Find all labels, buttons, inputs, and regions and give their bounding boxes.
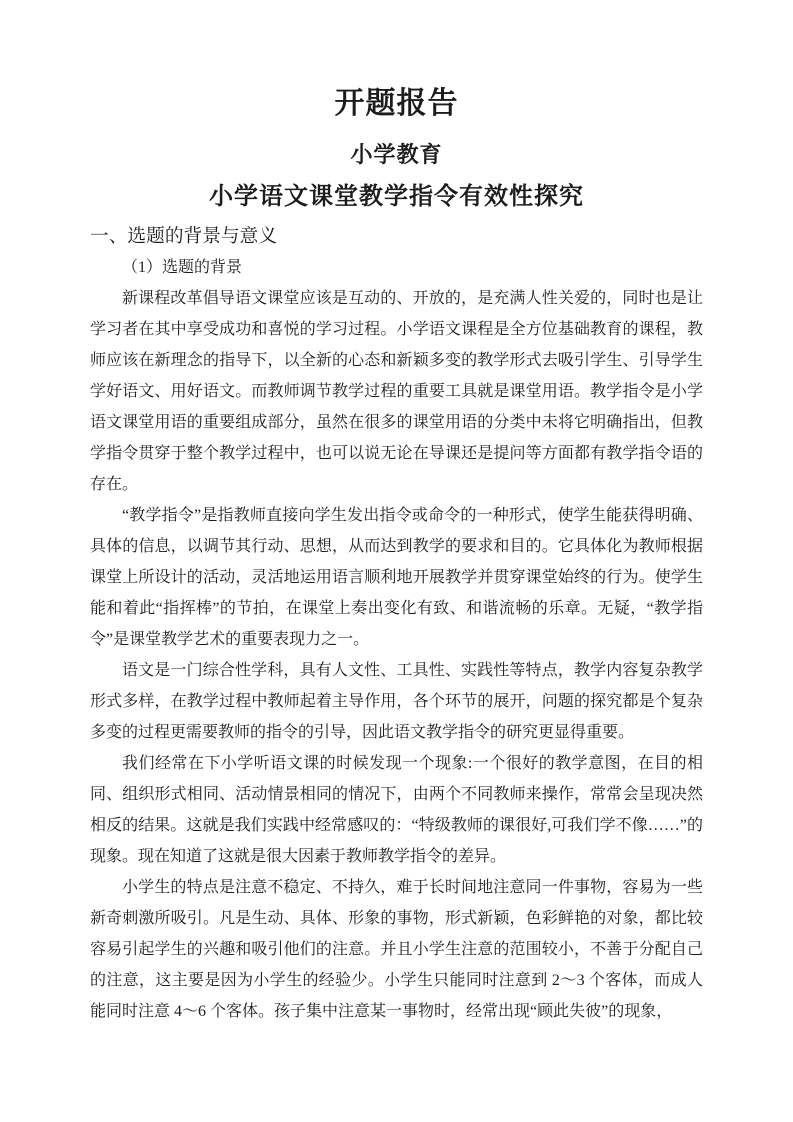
major-subtitle: 小学教育: [350, 142, 443, 167]
paragraph-teaching-instruction-definition: “教学指令”是指教师直接向学生发出指令或命令的一种形式，使学生能获得明确、具体的信息，以调节其行动、思想，从而达到教学的要求和目的。它具体化为教师根据课堂上所设计的活动，灵活地运用语言顺利地开展教学并贯穿课堂始终的行为。使学生能和着此“指挥棒”的节拍，在课堂上奏出变化有致、和谐流畅的乐章。无疑，“教学指令”是课堂教学艺术的重要表现力之一。: [90, 507, 703, 648]
thesis-title: 小学语文课堂教学指令有效性探究: [209, 184, 584, 210]
page-title: 开题报告: [334, 87, 459, 120]
paragraph-chinese-subject-nature: 语文是一门综合性学科，具有人文性、工具性、实践性等特点，教学内容复杂教学形式多样，在教学过程中教师起着主导作用，各个环节的展开，问题的探究都是个复杂多变的过程更需要教师的指令的引导，因此语文教学指令的研究更显得重要。: [90, 662, 703, 741]
paragraph-classroom-observation: 我们经常在下小学听语文课的时候发现一个现象:一个很好的教学意图，在目的相同、组织形式相同、活动情景相同的情况下，由两个不同教师来操作，常常会呈现决然相反的结果。这就是我们实践中经常感叹的：“特级教师的课很好,可我们学不像……”的现象。现在知道了这就是很大因素于教师教学指令的差异。: [90, 755, 703, 865]
section-heading: 一、选题的背景与意义: [90, 226, 278, 247]
subsection-heading: （1）选题的背景: [122, 259, 243, 276]
paragraph-pupil-attention-traits: 小学生的特点是注意不稳定、不持久，难于长时间地注意同一件事物，容易为一些新奇刺激所吸引。凡是生动、具体、形象的事物，形式新颖，色彩鲜艳的对象，都比较容易引起学生的兴趣和吸引他们的注意。并且小学生注意的范围较小，不善于分配自己的注意，这主要是因为小学生的经验少。小学生只能同时注意到 2～3 个客体，而成人能同时注意 4～6 个客体。孩子集中注意某一事物时，经常出现“顾此失彼”的现象，: [90, 879, 703, 1020]
paragraph-background-intro: 新课程改革倡导语文课堂应该是互动的、开放的，是充满人性关爱的，同时也是让学习者在其中享受成功和喜悦的学习过程。小学语文课程是全方位基础教育的课程，教师应该在新理念的指导下，以全新的心态和新颖多变的教学形式去吸引学生、引导学生学好语文、用好语文。而教师调节教学过程的重要工具就是课堂用语。教学指令是小学语文课堂用语的重要组成部分，虽然在很多的课堂用语的分类中未将它明确指出，但教学指令贯穿于整个教学过程中，也可以说无论在导课还是提问等方面都有教学指令语的存在。: [90, 290, 703, 493]
document-body: [90, 221, 703, 1027]
